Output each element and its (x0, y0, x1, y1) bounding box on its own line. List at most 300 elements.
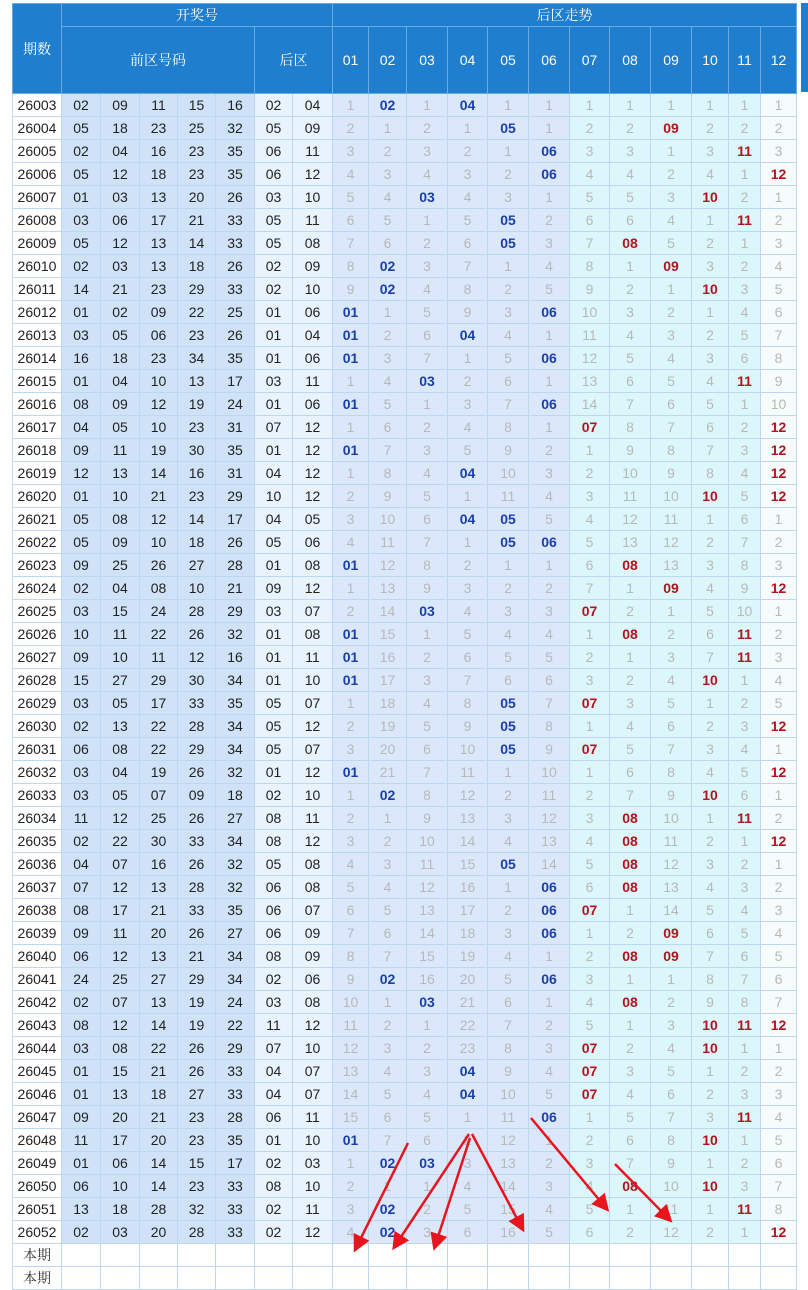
front-number: 23 (178, 1106, 216, 1129)
trend-miss-count: 6 (448, 1221, 488, 1244)
period-cell: 26047 (13, 1106, 62, 1129)
trend-miss-count: 18 (448, 922, 488, 945)
trend-miss-count: 2 (407, 232, 448, 255)
selected-pick[interactable]: 08 (610, 1244, 651, 1267)
back-number: 01 (255, 393, 293, 416)
trend-miss-count: 2 (729, 853, 761, 876)
front-number: 21 (140, 899, 178, 922)
back-number: 12 (293, 830, 333, 853)
trend-miss-count: 3 (333, 140, 369, 163)
trend-hit: 11 (729, 1106, 761, 1129)
table-row (13, 416, 797, 439)
back-number: 12 (293, 1014, 333, 1037)
pick-cell[interactable] (140, 1267, 178, 1290)
pick-cell[interactable] (610, 1267, 651, 1290)
front-number: 11 (140, 646, 178, 669)
trend-miss-count: 3 (369, 853, 407, 876)
trend-miss-count: 5 (570, 1198, 610, 1221)
trend-hit: 07 (570, 600, 610, 623)
table-row (13, 623, 797, 646)
front-number: 10 (140, 416, 178, 439)
back-number: 03 (255, 991, 293, 1014)
trend-miss-count: 3 (570, 669, 610, 692)
trend-miss-count: 1 (333, 1152, 369, 1175)
front-number: 02 (62, 255, 101, 278)
front-number: 12 (178, 646, 216, 669)
trend-miss-count: 1 (407, 209, 448, 232)
period-cell: 26004 (13, 117, 62, 140)
pick-cell[interactable] (178, 1267, 216, 1290)
front-number: 03 (101, 255, 140, 278)
trend-miss-count: 2 (729, 186, 761, 209)
front-number: 06 (62, 738, 101, 761)
trend-miss-count: 8 (407, 554, 448, 577)
front-number: 35 (216, 899, 255, 922)
period-cell: 26022 (13, 531, 62, 554)
trend-miss-count: 4 (333, 531, 369, 554)
trend-miss-count: 2 (729, 416, 761, 439)
trend-hit: 03 (407, 370, 448, 393)
pick-cell[interactable] (488, 1267, 529, 1290)
trend-miss-count: 1 (488, 554, 529, 577)
trend-miss-count: 5 (692, 899, 729, 922)
trend-miss-count: 2 (333, 715, 369, 738)
trend-miss-count: 2 (692, 1221, 729, 1244)
pick-cell[interactable] (407, 1267, 448, 1290)
trend-miss-count: 2 (610, 1221, 651, 1244)
trend-miss-count: 1 (529, 1129, 570, 1152)
trend-miss-count: 6 (651, 1083, 692, 1106)
trend-miss-count: 3 (407, 255, 448, 278)
front-number: 05 (62, 117, 101, 140)
trend-hit: 11 (729, 807, 761, 830)
back-number: 10 (293, 784, 333, 807)
trend-miss-count: 2 (570, 945, 610, 968)
selected-pick[interactable]: 06 (529, 1244, 570, 1267)
front-number: 08 (101, 508, 140, 531)
trend-miss-count: 11 (448, 761, 488, 784)
trend-miss-count: 2 (761, 876, 797, 899)
back-number: 08 (293, 853, 333, 876)
table-row (13, 1106, 797, 1129)
back-area-header: 后区 (255, 27, 333, 94)
trend-miss-count: 7 (651, 1106, 692, 1129)
table-row (13, 209, 797, 232)
trend-miss-count: 1 (761, 186, 797, 209)
back-number: 02 (255, 255, 293, 278)
back-number: 11 (255, 1014, 293, 1037)
trend-hit: 08 (610, 554, 651, 577)
trend-miss-count: 3 (729, 715, 761, 738)
left-margin (0, 0, 12, 1271)
front-number: 22 (140, 623, 178, 646)
front-number: 13 (140, 945, 178, 968)
front-number: 23 (178, 324, 216, 347)
table-row (13, 347, 797, 370)
front-number: 32 (216, 853, 255, 876)
trend-miss-count: 1 (610, 255, 651, 278)
trend-miss-count: 2 (692, 531, 729, 554)
pick-cell[interactable] (529, 1267, 570, 1290)
trend-miss-count: 6 (369, 416, 407, 439)
back-number: 06 (293, 393, 333, 416)
trend-miss-count: 14 (651, 899, 692, 922)
front-number: 34 (216, 945, 255, 968)
trend-miss-count: 4 (529, 1198, 570, 1221)
trend-miss-count: 23 (448, 1037, 488, 1060)
pick-cell[interactable] (369, 1267, 407, 1290)
pick-cell[interactable] (570, 1244, 610, 1267)
pick-input-cell[interactable] (178, 1244, 216, 1267)
front-number: 14 (140, 1152, 178, 1175)
pick-cell[interactable] (333, 1267, 369, 1290)
period-cell: 26009 (13, 232, 62, 255)
table-row (13, 1060, 797, 1083)
front-number: 24 (62, 968, 101, 991)
front-number: 32 (216, 623, 255, 646)
trend-hit: 06 (529, 922, 570, 945)
trend-miss-count: 1 (488, 761, 529, 784)
period-cell: 26051 (13, 1198, 62, 1221)
pick-cell[interactable] (293, 1267, 333, 1290)
front-number: 08 (62, 899, 101, 922)
back-number: 04 (255, 1060, 293, 1083)
back-number: 09 (293, 922, 333, 945)
trend-hit: 08 (610, 807, 651, 830)
trend-hit: 12 (761, 416, 797, 439)
trend-miss-count: 7 (488, 1014, 529, 1037)
trend-miss-count: 9 (729, 577, 761, 600)
front-number: 22 (216, 1014, 255, 1037)
trend-miss-count: 1 (729, 1129, 761, 1152)
trend-miss-count: 2 (610, 669, 651, 692)
back-number: 08 (293, 232, 333, 255)
trend-miss-count: 1 (610, 646, 651, 669)
trend-miss-count: 1 (761, 508, 797, 531)
trend-miss-count: 12 (651, 531, 692, 554)
trend-hit: 12 (761, 715, 797, 738)
trend-miss-count: 2 (529, 439, 570, 462)
period-cell: 26005 (13, 140, 62, 163)
trend-hit: 12 (761, 1221, 797, 1244)
pick-cell[interactable] (101, 1267, 140, 1290)
trend-miss-count: 20 (369, 738, 407, 761)
trend-miss-count: 10 (448, 738, 488, 761)
front-number: 12 (101, 876, 140, 899)
trend-miss-count: 5 (729, 485, 761, 508)
trend-miss-count: 1 (761, 600, 797, 623)
trend-miss-count: 1 (729, 163, 761, 186)
back-number: 01 (255, 554, 293, 577)
trend-miss-count: 2 (369, 1014, 407, 1037)
trend-miss-count: 2 (692, 1083, 729, 1106)
pick-cell[interactable] (216, 1267, 255, 1290)
back-number: 02 (255, 278, 293, 301)
selected-pick[interactable]: 10 (692, 1244, 729, 1267)
trend-miss-count: 9 (407, 807, 448, 830)
front-number: 26 (216, 531, 255, 554)
table-row (13, 1198, 797, 1221)
front-number: 03 (62, 600, 101, 623)
trend-miss-count: 9 (570, 278, 610, 301)
trend-miss-count: 12 (488, 1129, 529, 1152)
front-number: 02 (62, 1221, 101, 1244)
trend-miss-count: 4 (651, 1037, 692, 1060)
table-row (13, 669, 797, 692)
back-number: 04 (293, 324, 333, 347)
period-cell: 26048 (13, 1129, 62, 1152)
trend-miss-count: 13 (369, 577, 407, 600)
table-row (13, 1152, 797, 1175)
pick-input-cell[interactable] (293, 1244, 333, 1267)
trend-miss-count: 1 (610, 94, 651, 117)
trend-miss-count: 4 (570, 1175, 610, 1198)
trend-miss-count: 11 (529, 784, 570, 807)
trend-hit: 05 (488, 209, 529, 232)
front-number: 33 (216, 1221, 255, 1244)
period-cell: 26037 (13, 876, 62, 899)
trend-miss-count: 2 (488, 784, 529, 807)
pick-cell[interactable] (761, 1244, 797, 1267)
trend-miss-count: 20 (448, 968, 488, 991)
front-number: 01 (62, 1152, 101, 1175)
front-number: 35 (216, 1129, 255, 1152)
front-number: 02 (62, 140, 101, 163)
trend-miss-count: 1 (692, 1152, 729, 1175)
front-number: 01 (62, 301, 101, 324)
front-number: 34 (216, 715, 255, 738)
trend-hit: 11 (729, 209, 761, 232)
pick-cell[interactable] (570, 1267, 610, 1290)
front-number: 01 (62, 1060, 101, 1083)
table-row (13, 554, 797, 577)
front-number: 15 (62, 669, 101, 692)
selected-pick[interactable]: 03 (407, 1244, 448, 1267)
trend-miss-count: 2 (761, 117, 797, 140)
front-number: 34 (178, 347, 216, 370)
trend-miss-count: 4 (448, 1175, 488, 1198)
front-number: 09 (178, 784, 216, 807)
trend-miss-count: 3 (570, 968, 610, 991)
trend-miss-count: 2 (729, 255, 761, 278)
pick-cell[interactable] (488, 1244, 529, 1267)
pick-cell[interactable] (692, 1267, 729, 1290)
selected-pick[interactable]: 01 (333, 1244, 369, 1267)
period-cell: 26008 (13, 209, 62, 232)
trend-miss-count: 6 (407, 324, 448, 347)
trend-miss-count: 5 (488, 347, 529, 370)
trend-miss-count: 13 (651, 554, 692, 577)
trend-miss-count: 4 (651, 669, 692, 692)
trend-miss-count: 9 (407, 577, 448, 600)
trend-miss-count: 12 (369, 554, 407, 577)
trend-miss-count: 3 (610, 301, 651, 324)
trend-miss-count: 5 (570, 1014, 610, 1037)
trend-miss-count: 1 (448, 531, 488, 554)
pick-input-cell[interactable] (255, 1244, 293, 1267)
back-number: 09 (293, 945, 333, 968)
trend-hit: 06 (529, 163, 570, 186)
pick-cell[interactable] (651, 1244, 692, 1267)
front-number: 03 (62, 761, 101, 784)
pick-cell[interactable] (62, 1267, 101, 1290)
trend-miss-count: 6 (529, 669, 570, 692)
trend-miss-count: 8 (369, 462, 407, 485)
front-number: 15 (178, 94, 216, 117)
trend-miss-count: 2 (369, 830, 407, 853)
trend-miss-count: 15 (488, 1198, 529, 1221)
front-number: 28 (178, 600, 216, 623)
trend-miss-count: 1 (692, 807, 729, 830)
trend-miss-count: 1 (407, 393, 448, 416)
trend-miss-count: 7 (610, 393, 651, 416)
trend-miss-count: 4 (333, 853, 369, 876)
front-number: 18 (101, 347, 140, 370)
trend-hit: 06 (529, 393, 570, 416)
trend-miss-count: 8 (651, 439, 692, 462)
back-number: 05 (255, 209, 293, 232)
front-number: 03 (101, 186, 140, 209)
trend-miss-count: 8 (761, 347, 797, 370)
front-number: 33 (216, 209, 255, 232)
back-number: 07 (293, 600, 333, 623)
front-number: 33 (178, 830, 216, 853)
front-number: 21 (216, 577, 255, 600)
period-cell: 26023 (13, 554, 62, 577)
trend-miss-count: 1 (570, 922, 610, 945)
back-number: 08 (255, 807, 293, 830)
trend-miss-count: 1 (369, 1175, 407, 1198)
trend-miss-count: 9 (610, 439, 651, 462)
back-number: 01 (255, 439, 293, 462)
trend-miss-count: 3 (529, 1175, 570, 1198)
trend-miss-count: 2 (610, 600, 651, 623)
back-number: 11 (293, 646, 333, 669)
front-number: 29 (216, 600, 255, 623)
trend-miss-count: 11 (651, 1198, 692, 1221)
pick-cell[interactable] (255, 1267, 293, 1290)
trend-miss-count: 3 (488, 600, 529, 623)
front-number: 28 (178, 715, 216, 738)
trend-miss-count: 5 (729, 761, 761, 784)
pick-cell[interactable] (448, 1244, 488, 1267)
trend-miss-count: 3 (729, 278, 761, 301)
trend-miss-count: 8 (729, 554, 761, 577)
table-row (13, 324, 797, 347)
trend-miss-count: 4 (529, 1060, 570, 1083)
trend-miss-count: 6 (407, 738, 448, 761)
trend-miss-count: 2 (651, 623, 692, 646)
period-cell: 26049 (13, 1152, 62, 1175)
back-number: 10 (293, 1037, 333, 1060)
trend-hit: 12 (761, 1014, 797, 1037)
trend-hit: 01 (333, 646, 369, 669)
trend-hit: 10 (692, 669, 729, 692)
trend-miss-count: 13 (407, 899, 448, 922)
front-number: 26 (178, 922, 216, 945)
back-number: 01 (255, 669, 293, 692)
trend-miss-count: 1 (761, 1037, 797, 1060)
trend-miss-count: 6 (570, 1221, 610, 1244)
pick-input-cell[interactable] (216, 1244, 255, 1267)
trend-miss-count: 1 (610, 968, 651, 991)
trend-miss-count: 9 (448, 301, 488, 324)
trend-miss-count: 1 (692, 508, 729, 531)
period-cell: 26015 (13, 370, 62, 393)
pick-cell[interactable] (761, 1267, 797, 1290)
trend-miss-count: 1 (333, 94, 369, 117)
trend-hit: 07 (570, 1060, 610, 1083)
trend-hit: 03 (407, 991, 448, 1014)
back-number: 01 (255, 646, 293, 669)
trend-hit: 10 (692, 1037, 729, 1060)
pick-cell[interactable] (448, 1267, 488, 1290)
trend-miss-count: 5 (448, 1198, 488, 1221)
pick-input-cell[interactable] (101, 1244, 140, 1267)
trend-miss-count: 3 (570, 485, 610, 508)
trend-miss-count: 11 (651, 830, 692, 853)
trend-miss-count: 7 (729, 968, 761, 991)
front-number: 26 (178, 623, 216, 646)
front-number: 21 (140, 1060, 178, 1083)
trend-miss-count: 9 (651, 1152, 692, 1175)
back-number: 12 (293, 577, 333, 600)
back-number: 10 (293, 669, 333, 692)
trend-hit: 10 (692, 1129, 729, 1152)
pick-input-cell[interactable] (140, 1244, 178, 1267)
pick-input-cell[interactable] (62, 1244, 101, 1267)
front-number: 16 (140, 853, 178, 876)
front-number: 26 (216, 324, 255, 347)
period-cell: 26045 (13, 1060, 62, 1083)
trend-miss-count: 7 (407, 761, 448, 784)
table-row (13, 784, 797, 807)
trend-miss-count: 3 (651, 324, 692, 347)
trend-miss-count: 1 (651, 140, 692, 163)
trend-miss-count: 6 (610, 209, 651, 232)
trend-miss-count: 6 (488, 669, 529, 692)
front-number: 22 (140, 738, 178, 761)
period-cell: 26029 (13, 692, 62, 715)
front-number: 17 (216, 1152, 255, 1175)
trend-miss-count: 4 (407, 1083, 448, 1106)
pick-cell[interactable] (729, 1267, 761, 1290)
front-number: 06 (140, 324, 178, 347)
front-number: 32 (216, 117, 255, 140)
back-number: 04 (293, 94, 333, 117)
back-number: 06 (255, 899, 293, 922)
front-number: 07 (140, 784, 178, 807)
trend-miss-count: 4 (610, 324, 651, 347)
pick-cell[interactable] (651, 1267, 692, 1290)
trend-miss-count: 5 (761, 1129, 797, 1152)
table-row (13, 462, 797, 485)
trend-miss-count: 1 (761, 738, 797, 761)
trend-hit: 04 (448, 508, 488, 531)
selected-pick[interactable]: 02 (369, 1244, 407, 1267)
table-row (13, 991, 797, 1014)
front-number: 23 (178, 163, 216, 186)
selected-pick[interactable]: 11 (729, 1244, 761, 1267)
trend-miss-count: 6 (570, 209, 610, 232)
front-number: 11 (62, 1129, 101, 1152)
trend-miss-count: 6 (448, 232, 488, 255)
trend-miss-count: 3 (529, 462, 570, 485)
trend-hit: 05 (488, 232, 529, 255)
back-number: 05 (293, 508, 333, 531)
trend-hit: 09 (651, 117, 692, 140)
trend-miss-count: 6 (407, 508, 448, 531)
